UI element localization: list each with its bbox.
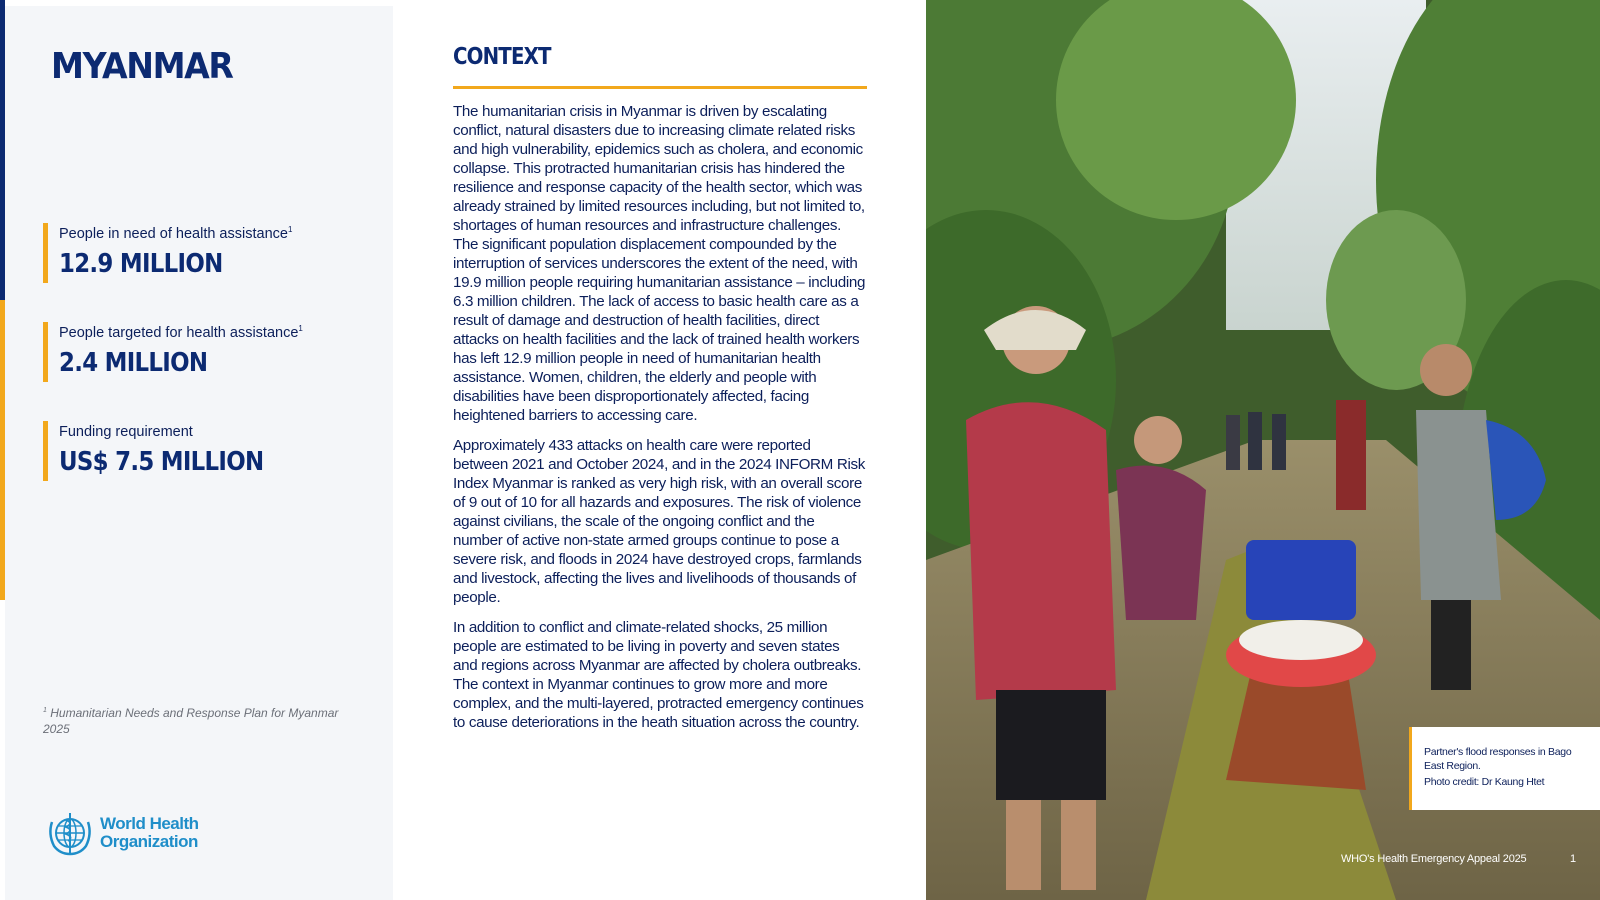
page-number: 1 bbox=[1570, 853, 1577, 865]
who-logo bbox=[44, 810, 199, 856]
context-paragraph: Approximately 433 attacks on health care were reported between 2021 and October 2024, and in the 2024 INFORM Risk Index Myanmar is ranked as very high risk, with an overall score of 9 out of 10 for all hazards and exposures. The risk of violence against civilians, the scale of the ongoing conflict and the number of active non-state armed groups continue to pose a severe risk, and floods in 2024 have destroyed crops, farmlands and livestock, affecting the lives and livelihoods of thousands of people. bbox=[453, 437, 865, 606]
context-body bbox=[453, 102, 867, 743]
stat-value: 2.4 MILLION bbox=[59, 347, 208, 378]
caption-text: Partner's flood responses in Bago East Region. bbox=[1424, 746, 1572, 772]
stat-label: People in need of health assistance$^1$ bbox=[59, 225, 293, 242]
who-emblem-icon bbox=[44, 810, 96, 856]
context-title: CONTEXT bbox=[453, 44, 551, 70]
stat-value: US$ 7.5 MILLION bbox=[59, 446, 264, 477]
stat-value: 12.9 MILLION bbox=[59, 248, 223, 279]
stat-label: Funding requirement bbox=[59, 423, 193, 440]
caption-credit: Photo credit: Dr Kaung Htet bbox=[1424, 776, 1545, 788]
who-wordmark: World Health Organization bbox=[100, 814, 199, 851]
footnote: $^1$ Humanitarian Needs and Response Plan for Myanmar 2025 bbox=[43, 706, 339, 736]
stat-people-targeted bbox=[43, 322, 363, 382]
stat-funding-requirement bbox=[43, 421, 363, 481]
country-title: MYANMAR bbox=[51, 46, 233, 87]
context-divider bbox=[453, 86, 867, 89]
photo-caption bbox=[1409, 727, 1600, 810]
context-paragraph: The humanitarian crisis in Myanmar is driven by escalating conflict, natural disasters due to increasing climate related risks and high vulnerability, epidemics such as cholera, and economic collapse. This protracted humanitarian crisis has hindered the resilience and response capacity of the health sector, which was already strained by limited resources including, but not limited to, shortages of human resources and infrastructure challenges. The significant population displacement compounded by the interruption of services underscores the extent of the need, with 19.9 million people requiring humanitarian assistance – including 6.3 million children. The lack of access to basic health care as a result of damage and destruction of health facilities, direct attacks on health facilities and the lack of trained health workers has left 12.9 million people in need of humanitarian health assistance. Women, children, the elderly and people with disabilities have been disproportionately affected, facing heightened barriers to accessing care. bbox=[453, 103, 866, 424]
footer-title: WHO's Health Emergency Appeal 2025 bbox=[1341, 853, 1527, 865]
context-paragraph: In addition to conflict and climate-related shocks, 25 million people are estimated to be living in poverty and seven states and regions across Myanmar are affected by cholera outbreaks. The context in Myanmar continues to grow more and more complex, and the multi-layered, protracted emergency continues to cause deteriorations in the heath situation across the country. bbox=[453, 619, 864, 731]
left-summary-panel bbox=[5, 6, 393, 900]
stat-label: People targeted for health assistance$^1$ bbox=[59, 324, 303, 341]
stat-people-in-need bbox=[43, 223, 363, 283]
